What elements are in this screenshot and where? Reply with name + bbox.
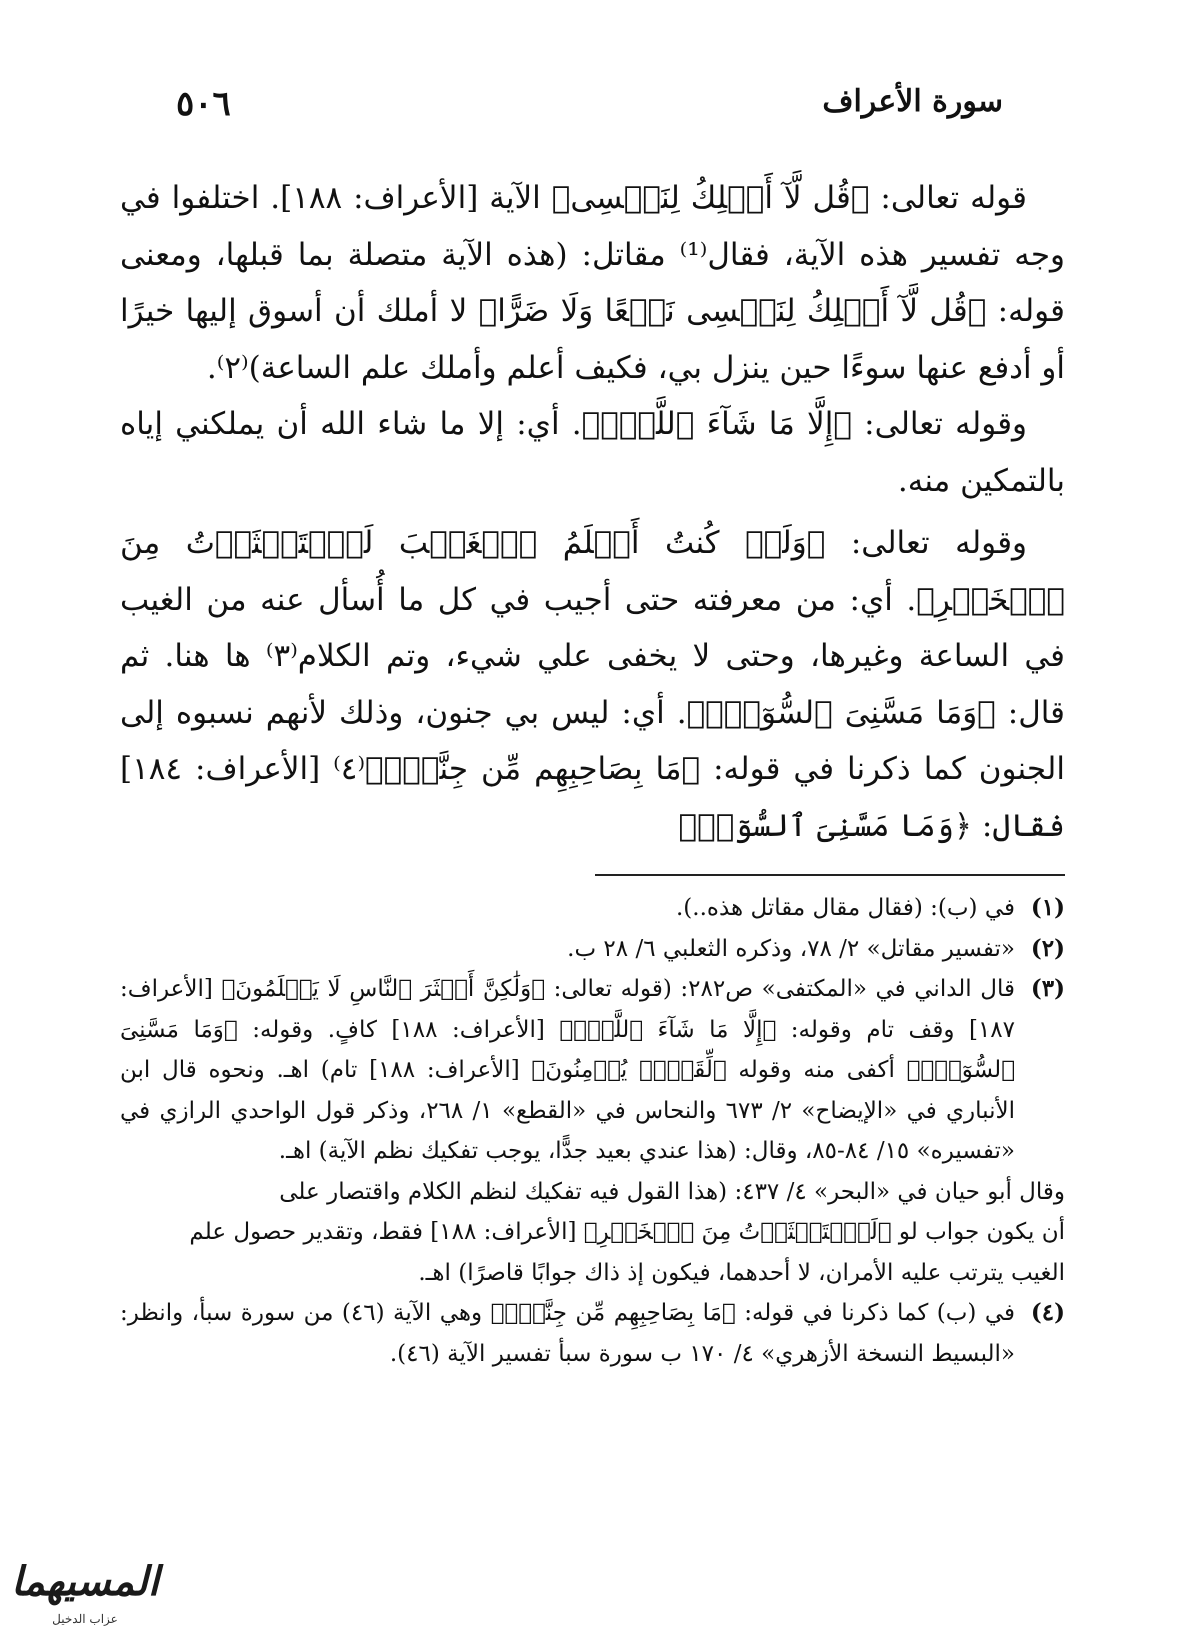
footnote-text: «تفسير مقاتل» ٢/ ٧٨، وذكره الثعلبي ٦/ ٢٨ ب.: [567, 935, 1015, 962]
running-title: سورة الأعراف: [822, 84, 1003, 119]
footnote-line: الغيب يترتب عليه الأمران، لا أحدهما، فيكون إذ ذاك جوابًا قاصرًا) اهـ.: [418, 1259, 1065, 1286]
stamp-caption: عزاب الدخيل: [52, 1612, 118, 1626]
footnote-separator: [595, 874, 1065, 876]
footnote: [120, 969, 1065, 1172]
footnote-text: قال الداني في «المكتفى» ص٢٨٢: (قوله تعالى: ﴿وَلَٰكِنَّ أَكۡثَرَ ٱلنَّاسِ لَا يَعۡلَمُونَ﴾ [الأعراف: ١٨٧] وقف تام وقوله: ﴿إِلَّا مَا شَآءَ ٱللَّهُۚ﴾ [الأعراف: ١٨٨] كافٍ. وقوله: ﴿وَمَا مَسَّنِىَ ٱلسُّوٓءُۚ﴾ أكفى منه وقوله ﴿لِّقَوۡمٖ يُؤۡمِنُونَ﴾ [الأعراف: ١٨٨] تام) اهـ. ونحوه قال ابن الأنباري في «الإيضاح» ٢/ ٦٧٣ والنحاس في «القطع» ١/ ٢٦٨، وذكر قول الواحدي الرازي في «تفسيره» ١٥/ ٨٤-٨٥، وقال: (هذا عندي بعيد جدًّا، يوجب تفكيك نظم الآية) اهـ.: [120, 976, 1015, 1164]
paragraph: وقوله تعالى: ﴿إِلَّا مَا شَآءَ ٱللَّهُۚ﴾. أي: إلا ما شاء الله أن يملكني إياه بالتمكين منه.: [120, 406, 1065, 499]
footnote-line: أن يكون جواب لو ﴿لَٱسۡتَكۡثَرۡتُ مِنَ ٱلۡخَيۡرِ﴾ [الأعراف: ١٨٨] فقط، وتقدير حصول علم: [189, 1219, 1065, 1245]
footnote: [120, 888, 1065, 929]
footnote-number: (١): [1030, 894, 1065, 921]
paragraph: وقوله تعالى: ﴿وَلَوۡ كُنتُ أَعۡلَمُ ٱلۡغَيۡبَ لَٱسۡتَكۡثَرۡتُ مِنَ ٱلۡخَيۡرِ﴾. أي: من معرفته حتى أجيب في كل ما أُسأل عنه من الغيب في الساعة وغيرها، وحتى لا يخفى علي شيء، وتم الكلام⁽٣⁾ ها هنا. ثم قال: ﴿وَمَا مَسَّنِىَ ٱلسُّوٓءُۚ﴾. أي: ليس بي جنون، وذلك لأنهم نسبوه إلى الجنون كما ذكرنا في قوله: ﴿مَا بِصَاحِبِهِم مِّن جِنَّةٍۚ﴾⁽٤⁾ [الأعراف: ١٨٤] فقال: ﴿وَمَا مَسَّنِىَ ٱلسُّوٓءُۚ: [120, 525, 1065, 844]
footnote-line: وقال أبو حيان في «البحر» ٤/ ٤٣٧: (هذا القول فيه تفكيك لنظم الكلام واقتصار على: [279, 1178, 1065, 1205]
stamp-mark: المسيهما: [11, 1558, 159, 1605]
footnote-continuation: [120, 1172, 1065, 1294]
footnote-text: في (ب): (فقال مقال مقاتل هذه..).: [675, 895, 1015, 921]
footnote-text: في (ب) كما ذكرنا في قوله: ﴿مَا بِصَاحِبِهِم مِّن جِنَّةٍۚ﴾ وهي الآية (٤٦) من سورة سبأ، وانظر: «البسيط النسخة الأزهري» ٤/ ١٧٠ ب سورة سبأ تفسير الآية (٤٦).: [120, 1300, 1015, 1367]
main-text: [120, 170, 1065, 854]
paragraph: قوله تعالى: ﴿قُل لَّآ أَمۡلِكُ لِنَفۡسِى﴾ الآية [الأعراف: ١٨٨]. اختلفوا في وجه تفسير هذه الآية، فقال⁽¹⁾ مقاتل: (هذه الآية متصلة بما قبلها، ومعنى قوله: ﴿قُل لَّآ أَمۡلِكُ لِنَفۡسِى نَفۡعًا وَلَا ضَرًّا﴾ لا أملك أن أسوق إليها خيرًا أو أدفع عنها سوءًا حين ينزل بي، فكيف أعلم وأملك علم الساعة)⁽٢⁾.: [120, 180, 1065, 386]
footnote-number: (٣): [1030, 975, 1065, 1002]
footnotes: [120, 888, 1065, 1374]
footnote: [120, 929, 1065, 970]
page-header: [176, 72, 1009, 122]
library-stamp: [10, 1558, 160, 1638]
footnote: [120, 1293, 1065, 1374]
page-number: ٥٠٦: [176, 84, 231, 124]
footnote-number: (٢): [1030, 934, 1065, 962]
footnote-number: (٤): [1030, 1299, 1065, 1326]
